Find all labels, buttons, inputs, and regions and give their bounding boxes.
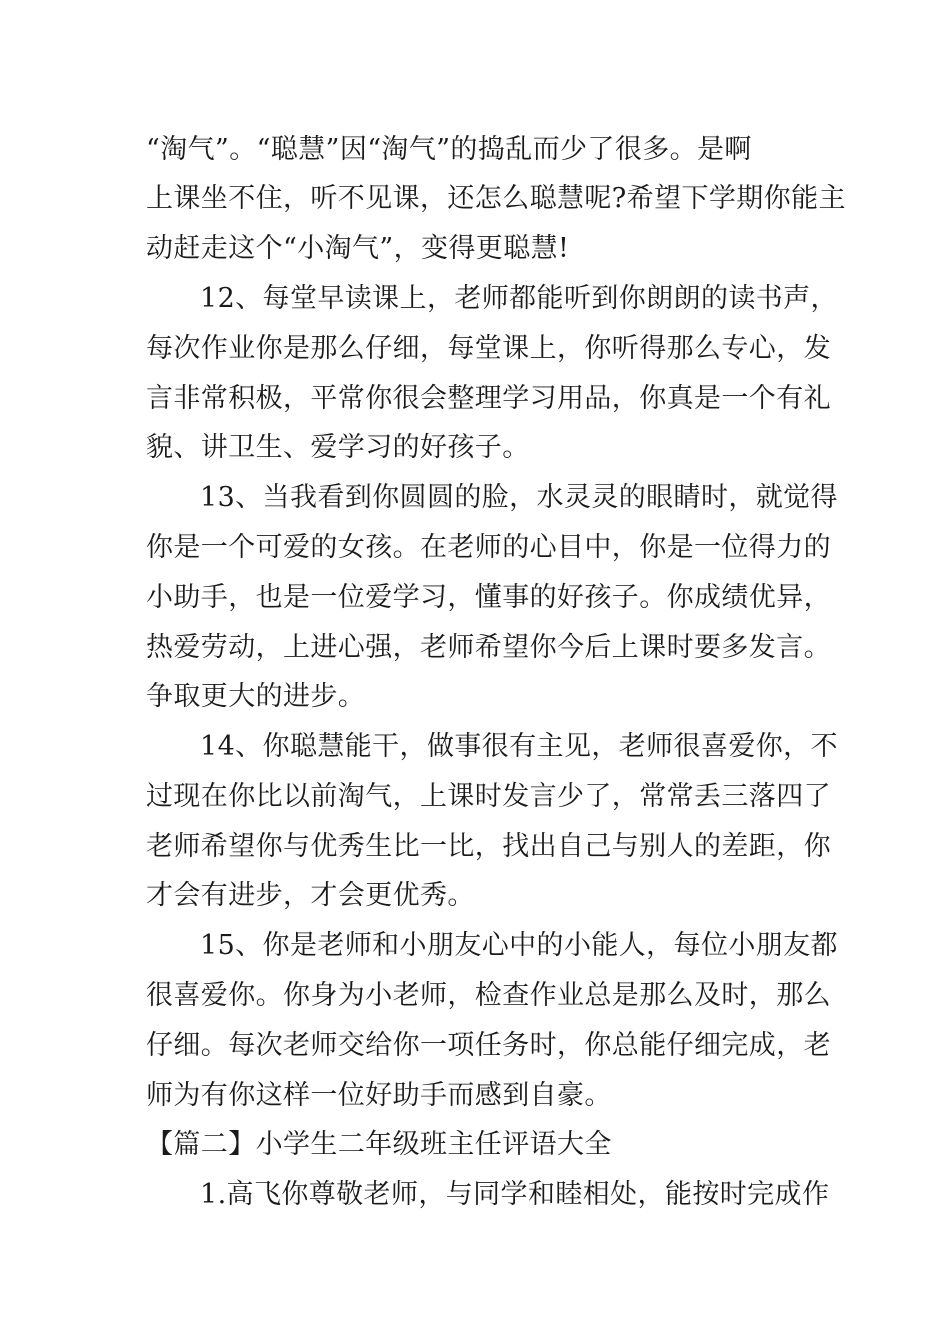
text-line: 你是一个可爱的女孩。在老师的心目中，你是一位得力的 (146, 532, 831, 563)
text-line: 言非常积极，平常你很会整理学习用品，你真是一个有礼 (146, 383, 831, 414)
text-line: 过现在你比以前淘气，上课时发言少了，常常丢三落四了 (146, 781, 831, 812)
section-heading: 【篇二】小学生二年级班主任评语大全 (146, 1129, 612, 1160)
text-line: 师为有你这样一位好助手而感到自豪。 (146, 1080, 612, 1111)
text-line: 貌、讲卫生、爱学习的好孩子。 (146, 432, 530, 463)
text-line: 每次作业你是那么仔细，每堂课上，你听得那么专心，发 (146, 333, 831, 364)
paragraph-1-start: 1.高飞你尊敬老师，与同学和睦相处，能按时完成作 (200, 1179, 830, 1210)
text-line: “淘气”。“聪慧”因“淘气”的捣乱而少了很多。是啊 (146, 134, 752, 165)
paragraph-15-start: 15、你是老师和小朋友心中的小能人，每位小朋友都 (200, 930, 838, 961)
paragraph-13-start: 13、当我看到你圆圆的脸，水灵灵的眼睛时，就觉得 (200, 482, 838, 513)
text-line: 小助手，也是一位爱学习，懂事的好孩子。你成绩优异， (146, 582, 831, 613)
text-line: 老师希望你与优秀生比一比，找出自己与别人的差距，你 (146, 831, 831, 862)
text-line: 热爱劳动，上进心强，老师希望你今后上课时要多发言。 (146, 632, 831, 663)
text-line: 争取更大的进步。 (146, 681, 366, 712)
text-line: 很喜爱你。你身为小老师，检查作业总是那么及时，那么 (146, 980, 831, 1011)
paragraph-12-start: 12、每堂早读课上，老师都能听到你朗朗的读书声， (200, 283, 838, 314)
text-line: 才会有进步，才会更优秀。 (146, 880, 475, 911)
text-line: 仔细。每次老师交给你一项任务时，你总能仔细完成，老 (146, 1030, 831, 1061)
paragraph-14-start: 14、你聪慧能干，做事很有主见，老师很喜爱你，不 (200, 731, 838, 762)
text-line: 动赶走这个“小淘气”，变得更聪慧! (146, 233, 570, 264)
text-line: 上课坐不住，听不见课，还怎么聪慧呢?希望下学期你能主 (146, 183, 846, 214)
